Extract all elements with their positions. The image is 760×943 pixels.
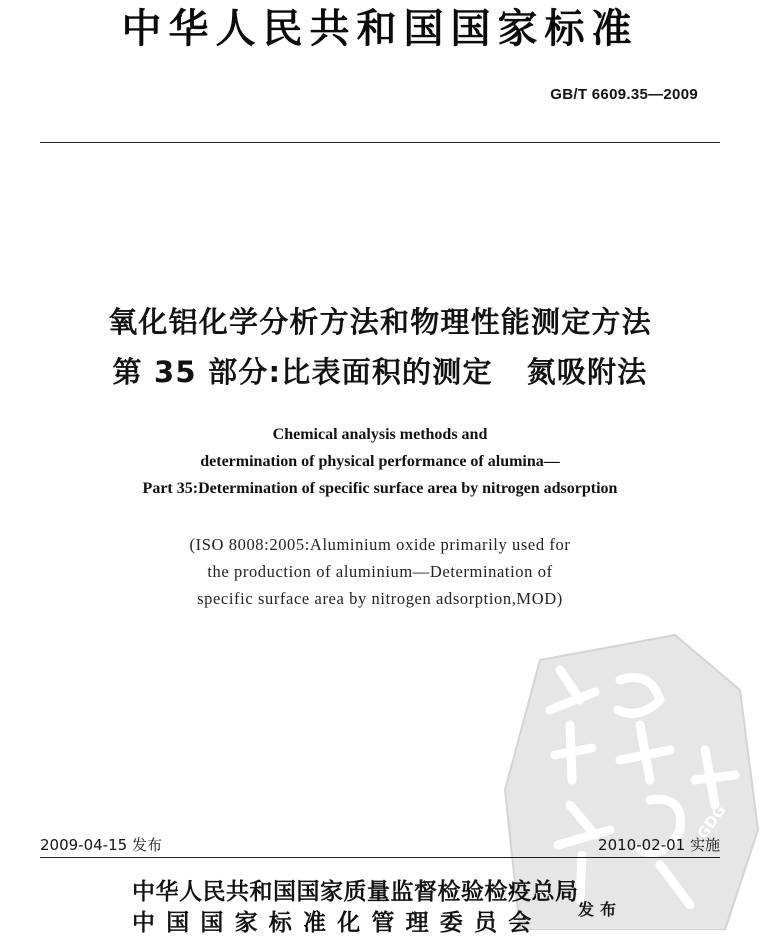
svg-text:GDG: GDG xyxy=(693,801,730,843)
masthead-title: 中华人民共和国国家标准 xyxy=(121,5,639,52)
footer-divider xyxy=(40,857,720,858)
implementation-date: 2010-02-01 实施 xyxy=(598,836,720,854)
english-title-line-3: Part 35:Determination of specific surface area by nitrogen adsorption xyxy=(142,480,618,497)
chinese-title-line-1: 氧化铝化学分析方法和物理性能测定方法 xyxy=(108,305,652,339)
chinese-title-line-2 xyxy=(0,352,760,392)
iso-reference-line-3: specific surface area by nitrogen adsorption,MOD) xyxy=(197,589,563,608)
english-title-line-2: determination of physical performance of alumina— xyxy=(200,453,560,470)
chinese-title-part: 第 35 部分:比表面积的测定 xyxy=(112,355,493,389)
header-divider xyxy=(40,142,720,143)
standard-number: GB/T 6609.35—2009 xyxy=(550,86,698,103)
publish-label: 发布 xyxy=(578,900,623,919)
issuer-aqsiq: 中华人民共和国国家质量监督检验检疫总局 xyxy=(132,878,579,905)
iso-reference-line-2: the production of aluminium—Determination of xyxy=(207,562,553,581)
iso-reference-line-1: (ISO 8008:2005:Aluminium oxide primarily used for xyxy=(189,535,571,554)
english-title-line-1: Chemical analysis methods and xyxy=(272,426,488,443)
issue-date: 2009-04-15 发布 xyxy=(40,836,162,854)
chinese-title-method: 氮吸附法 xyxy=(526,355,648,389)
issuer-sac: 中国国家标准化管理委员会 xyxy=(132,909,543,936)
